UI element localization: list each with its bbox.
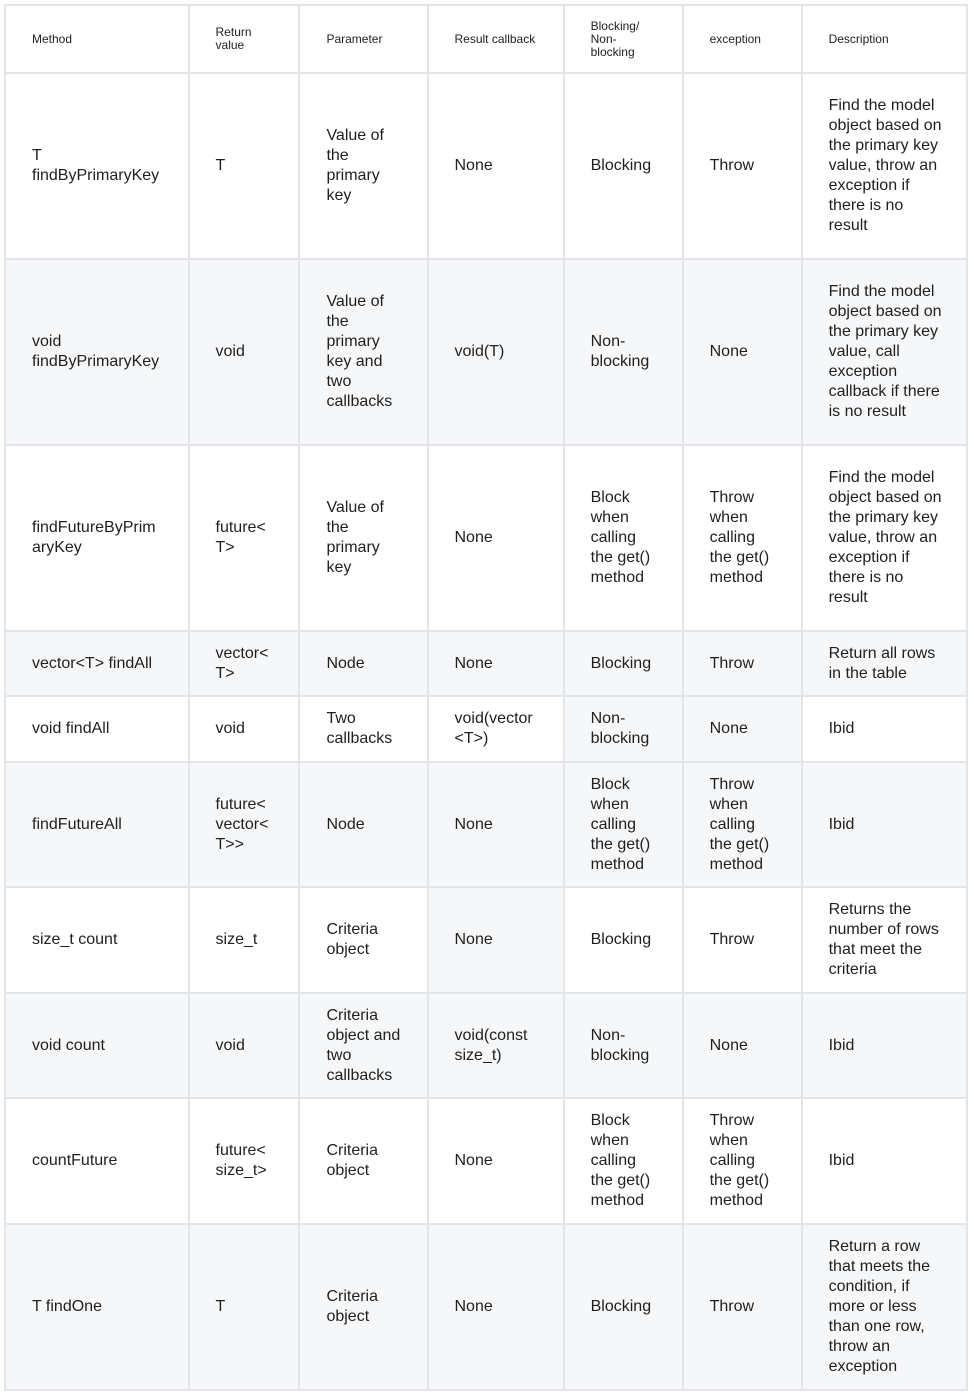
table-row (5, 259, 967, 445)
cell-exception: Throw when calling the get() method (683, 1098, 802, 1224)
cell-parameter: Value of the primary key (299, 445, 427, 631)
cell-blocking: Blocking (564, 1224, 683, 1390)
cell-method: T findOne (5, 1224, 189, 1390)
cell-result-callback: None (428, 1098, 564, 1224)
cell-description: Return a row that meets the condition, if more or less than one row, throw an exception (802, 1224, 967, 1390)
cell-return-value: void (189, 696, 300, 762)
cell-blocking: Block when calling the get() method (564, 762, 683, 887)
cell-blocking: Blocking (564, 887, 683, 993)
cell-method: findFutureByPrimaryKey (5, 445, 189, 631)
cell-method: void count (5, 993, 189, 1098)
cell-return-value: future<size_t> (189, 1098, 300, 1224)
header-return-value: Return value (189, 5, 300, 73)
cell-method: findFutureAll (5, 762, 189, 887)
table-row (5, 631, 967, 696)
cell-description: Ibid (802, 993, 967, 1098)
table-header (5, 5, 967, 73)
header-exception: exception (683, 5, 802, 73)
cell-parameter: Value of the primary key (299, 73, 427, 259)
cell-description: Ibid (802, 696, 967, 762)
cell-method: size_t count (5, 887, 189, 993)
cell-result-callback: None (428, 631, 564, 696)
cell-parameter: Node (299, 631, 427, 696)
header-result-callback: Result callback (428, 5, 564, 73)
cell-method: vector<T> findAll (5, 631, 189, 696)
cell-result-callback: void(vector<T>) (428, 696, 564, 762)
cell-blocking: Block when calling the get() method (564, 1098, 683, 1224)
cell-description: Ibid (802, 1098, 967, 1224)
cell-result-callback: None (428, 1224, 564, 1390)
cell-method: void findAll (5, 696, 189, 762)
cell-result-callback: void(T) (428, 259, 564, 445)
cell-parameter: Criteria object (299, 1098, 427, 1224)
header-blocking: Blocking/ Non-blocking (564, 5, 683, 73)
table-row (5, 73, 967, 259)
cell-return-value: vector<T> (189, 631, 300, 696)
header-row (5, 5, 967, 73)
api-method-table (4, 4, 968, 1391)
cell-parameter: Value of the primary key and two callbacks (299, 259, 427, 445)
table-row (5, 993, 967, 1098)
cell-exception: Throw when calling the get() method (683, 762, 802, 887)
table-row (5, 762, 967, 887)
cell-exception: Throw (683, 887, 802, 993)
cell-description: Returns the number of rows that meet the criteria (802, 887, 967, 993)
cell-blocking: Blocking (564, 631, 683, 696)
cell-blocking: Non-blocking (564, 696, 683, 762)
cell-parameter: Criteria object (299, 887, 427, 993)
cell-exception: None (683, 696, 802, 762)
cell-result-callback: void(const size_t) (428, 993, 564, 1098)
cell-parameter: Two callbacks (299, 696, 427, 762)
cell-result-callback: None (428, 73, 564, 259)
header-description: Description (802, 5, 967, 73)
cell-return-value: T (189, 1224, 300, 1390)
cell-exception: Throw (683, 631, 802, 696)
cell-result-callback: None (428, 445, 564, 631)
cell-description: Find the model object based on the primary key value, call exception callback if there is no result (802, 259, 967, 445)
cell-exception: None (683, 993, 802, 1098)
table-row (5, 445, 967, 631)
cell-exception: Throw when calling the get() method (683, 445, 802, 631)
cell-description: Return all rows in the table (802, 631, 967, 696)
table-row (5, 1098, 967, 1224)
cell-blocking: Non-blocking (564, 993, 683, 1098)
cell-method: countFuture (5, 1098, 189, 1224)
cell-method: void findByPrimaryKey (5, 259, 189, 445)
cell-blocking: Blocking (564, 73, 683, 259)
table-row (5, 887, 967, 993)
cell-return-value: T (189, 73, 300, 259)
table-row (5, 1224, 967, 1390)
cell-description: Find the model object based on the primary key value, throw an exception if there is no result (802, 445, 967, 631)
cell-description: Find the model object based on the primary key value, throw an exception if there is no result (802, 73, 967, 259)
header-method: Method (5, 5, 189, 73)
header-parameter: Parameter (299, 5, 427, 73)
cell-result-callback: None (428, 887, 564, 993)
cell-return-value: future<vector<T>> (189, 762, 300, 887)
cell-exception: Throw (683, 73, 802, 259)
table-row (5, 696, 967, 762)
cell-method: T findByPrimaryKey (5, 73, 189, 259)
cell-blocking: Non-blocking (564, 259, 683, 445)
cell-return-value: size_t (189, 887, 300, 993)
table-body (5, 73, 967, 1390)
cell-return-value: void (189, 993, 300, 1098)
cell-exception: None (683, 259, 802, 445)
cell-blocking: Block when calling the get() method (564, 445, 683, 631)
cell-parameter: Criteria object and two callbacks (299, 993, 427, 1098)
cell-parameter: Criteria object (299, 1224, 427, 1390)
cell-exception: Throw (683, 1224, 802, 1390)
cell-result-callback: None (428, 762, 564, 887)
cell-description: Ibid (802, 762, 967, 887)
cell-parameter: Node (299, 762, 427, 887)
cell-return-value: future<T> (189, 445, 300, 631)
cell-return-value: void (189, 259, 300, 445)
